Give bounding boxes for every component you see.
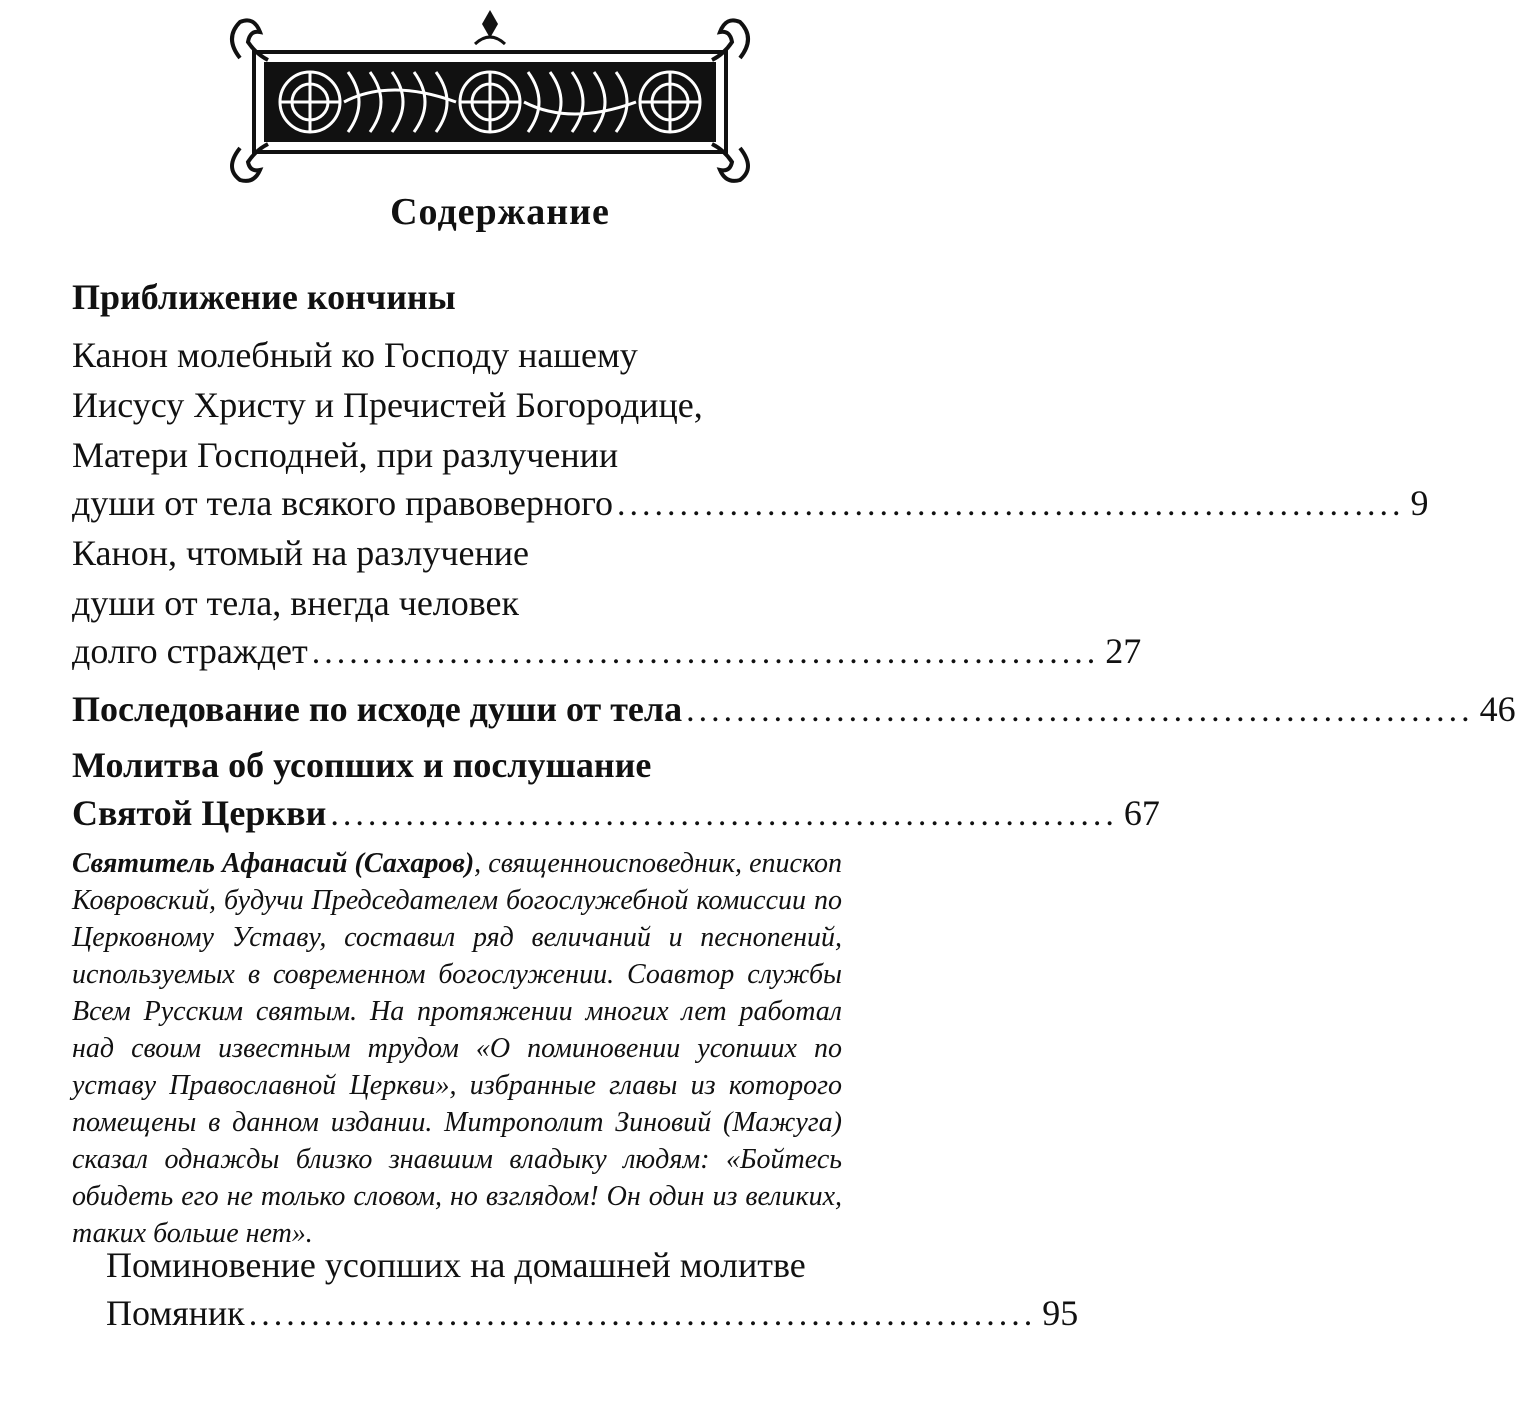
toc-entry-text: Помяник: [106, 1293, 245, 1333]
dot-leader: ...............................................................: [311, 634, 1100, 671]
toc-entry-line: Иисусу Христу и Пречистей Богородице,: [72, 385, 703, 425]
toc-entry[interactable]: [72, 688, 1516, 730]
author-note: [72, 845, 842, 1252]
toc-entry[interactable]: [106, 1292, 1079, 1334]
toc-entry-line: Матери Господней, при разлучении: [72, 435, 619, 475]
page-number: 9: [1410, 483, 1429, 523]
dot-leader: ...............................................................: [686, 692, 1474, 729]
page-number: 67: [1123, 793, 1160, 833]
toc-entry-line: Канон молебный ко Господу нашему: [72, 335, 638, 375]
toc-entry[interactable]: [72, 482, 1429, 524]
section-title: Приближение кончины: [72, 277, 456, 317]
toc-entry-line: Канон, чтомый на разлучение: [72, 533, 529, 573]
dot-leader: ...............................................................: [616, 486, 1405, 523]
page-title: Содержание: [390, 191, 610, 233]
toc-entry-text: Святой Церкви: [72, 793, 327, 833]
toc-entry[interactable]: [72, 792, 1160, 834]
page-number: 95: [1042, 1293, 1079, 1333]
toc-entry-text: Последование по исходе души от тела: [72, 689, 683, 729]
ornamental-header-border: [220, 8, 760, 188]
toc-entry-line: Молитва об усопших и послушание: [72, 745, 652, 785]
toc-entry-text: души от тела всякого правоверного: [72, 483, 613, 523]
toc-entry-line: Поминовение усопших на домашней молитве: [106, 1245, 806, 1285]
toc-entry-text: долго страждет: [72, 631, 308, 671]
toc-entry[interactable]: [72, 630, 1142, 672]
toc-entry-line: души от тела, внегда человек: [72, 583, 520, 623]
page-number: 27: [1105, 631, 1142, 671]
note-author: Святитель Афанасий (Сахаров): [72, 848, 475, 879]
dot-leader: ...............................................................: [248, 1296, 1037, 1333]
page-number: 46: [1479, 689, 1516, 729]
note-text: , священноисповедник, епископ Ковровский, будучи Председателем богослужебной комиссии по Церковному Уставу, составил ряд величаний и песнопений, используемых в современном богослужении. Соавтор службы Всем Русским святым. На протяжении многих лет работал над своим известным трудом «О поминовении усопших по уставу Православной Церкви», избранные главы из которого помещены в данном издании. Митрополит Зиновий (Мажуга) сказал однажды близко знавшим владыку людям: «Бойтесь обидеть его не только словом, но взглядом! Он один из великих, таких больше нет».: [72, 848, 842, 1249]
dot-leader: ...............................................................: [330, 796, 1118, 833]
